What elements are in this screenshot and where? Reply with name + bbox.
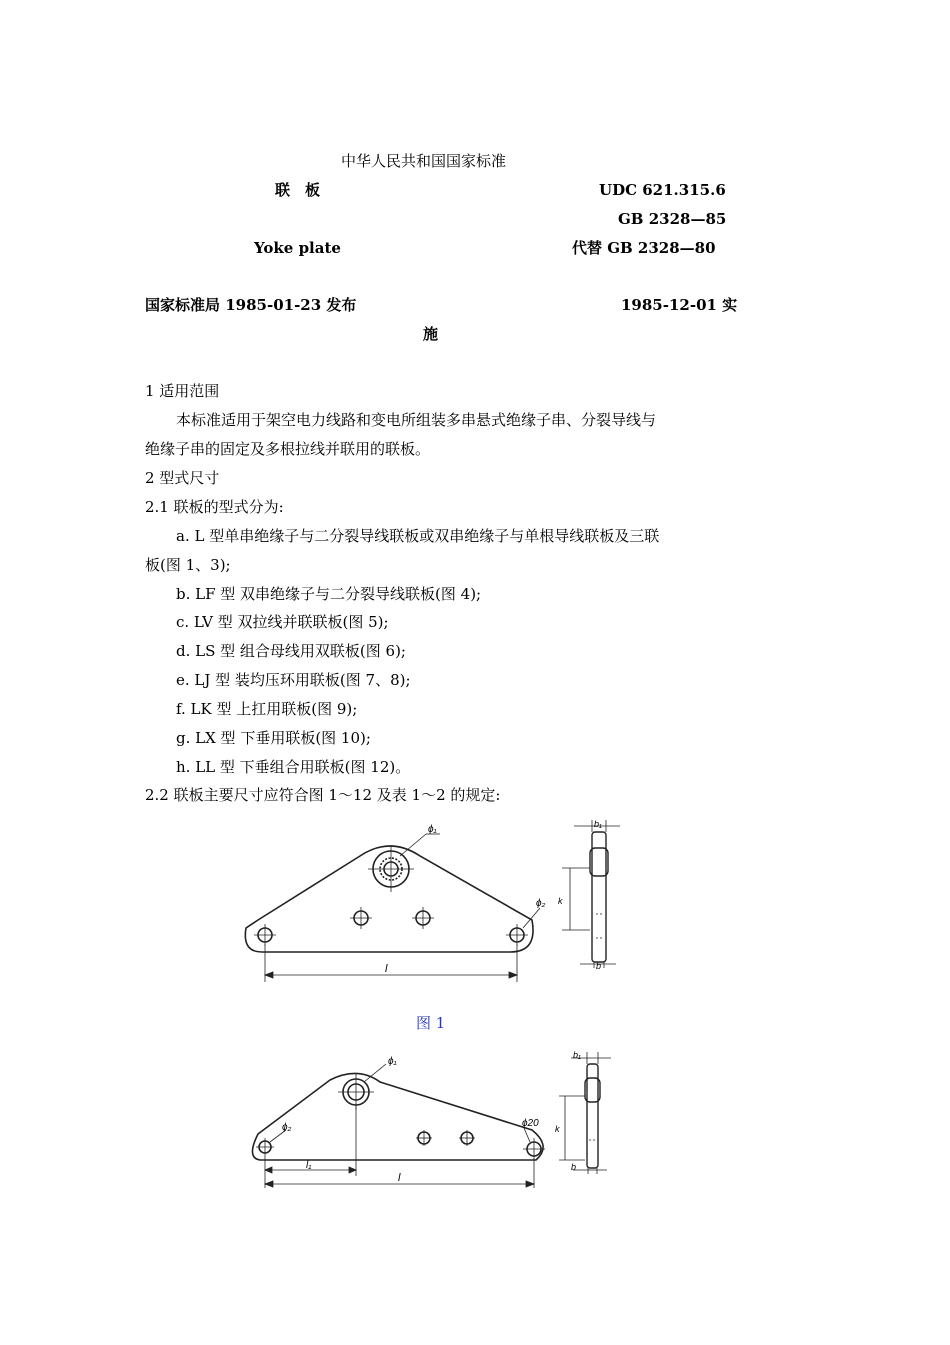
figure1-b-label: b (596, 961, 602, 971)
figure1-side-view (560, 818, 630, 970)
item-h: h. LL 型 下垂组合用联板(图 12)。 (176, 758, 411, 776)
figure1-phi1-label: ϕ₁ (428, 824, 437, 835)
figure2-side-plate (587, 1064, 598, 1168)
figure2-front-view (240, 1050, 560, 1195)
effective-date: 1985-12-01 实 (621, 296, 738, 314)
figure2-l-label: l (398, 1172, 401, 1184)
section2-1-heading: 2.1 联板的型式分为: (145, 498, 284, 516)
section2-2-heading: 2.2 联板主要尺寸应符合图 1～12 及表 1～2 的规定: (145, 786, 501, 804)
item-a-line2: 板(图 1、3); (145, 556, 231, 574)
item-g: g. LX 型 下垂用联板(图 10); (176, 729, 371, 747)
item-f: f. LK 型 上扛用联板(图 9); (176, 700, 358, 718)
gb-number: GB 2328—85 (618, 210, 727, 228)
effective-tail: 施 (423, 325, 439, 343)
item-e: e. LJ 型 装均压环用联板(图 7、8); (176, 671, 411, 689)
en-standard-name: Yoke plate (254, 239, 341, 257)
figure2-k-label: k (555, 1124, 560, 1134)
figure1-front-view (240, 820, 550, 985)
figure1-phi2-label: ϕ₂ (536, 898, 546, 909)
figure2-l1-label: l₁ (306, 1160, 312, 1171)
cn-standard-name: 联 板 (275, 181, 321, 199)
figure1-side-plate (592, 832, 606, 962)
figure2-phi2-label: ϕ₂ (282, 1122, 292, 1133)
item-a-line1: a. L 型单串绝缘子与二分裂导线联板或双串绝缘子与单根导线联板及三联 (176, 527, 660, 545)
replaces-standard: 代替 GB 2328—80 (572, 239, 716, 257)
figure2-b-label: b (571, 1162, 577, 1172)
figure2-phi1-label: ϕ₁ (388, 1056, 397, 1067)
figure1-b1-label: b₁ (594, 819, 602, 829)
udc-number: UDC 621.315.6 (599, 181, 726, 199)
figure2-b1-label: b₁ (573, 1050, 581, 1060)
section1-para-line1: 本标准适用于架空电力线路和变电所组装多串悬式绝缘子串、分裂导线与 (176, 411, 657, 429)
section1-heading: 1 适用范围 (145, 382, 220, 400)
figure2-phi20-label: ϕ20 (522, 1118, 539, 1129)
figure2-plate-outline (252, 1073, 543, 1160)
item-b: b. LF 型 双串绝缘子与二分裂导线联板(图 4); (176, 585, 482, 603)
issuer-line: 国家标准局 1985-01-23 发布 (145, 296, 357, 314)
standard-title: 中华人民共和国国家标准 (341, 152, 507, 170)
figure1-caption: 图 1 (416, 1014, 446, 1032)
figure2-side-view (555, 1048, 620, 1178)
section1-para-line2: 绝缘子串的固定及多根拉线并联用的联板。 (145, 440, 431, 458)
section2-heading: 2 型式尺寸 (145, 469, 220, 487)
figure1-k-label: k (558, 896, 563, 906)
figure1-l-label: l (385, 963, 388, 975)
item-d: d. LS 型 组合母线用双联板(图 6); (176, 642, 406, 660)
item-c: c. LV 型 双拉线并联联板(图 5); (176, 613, 389, 631)
